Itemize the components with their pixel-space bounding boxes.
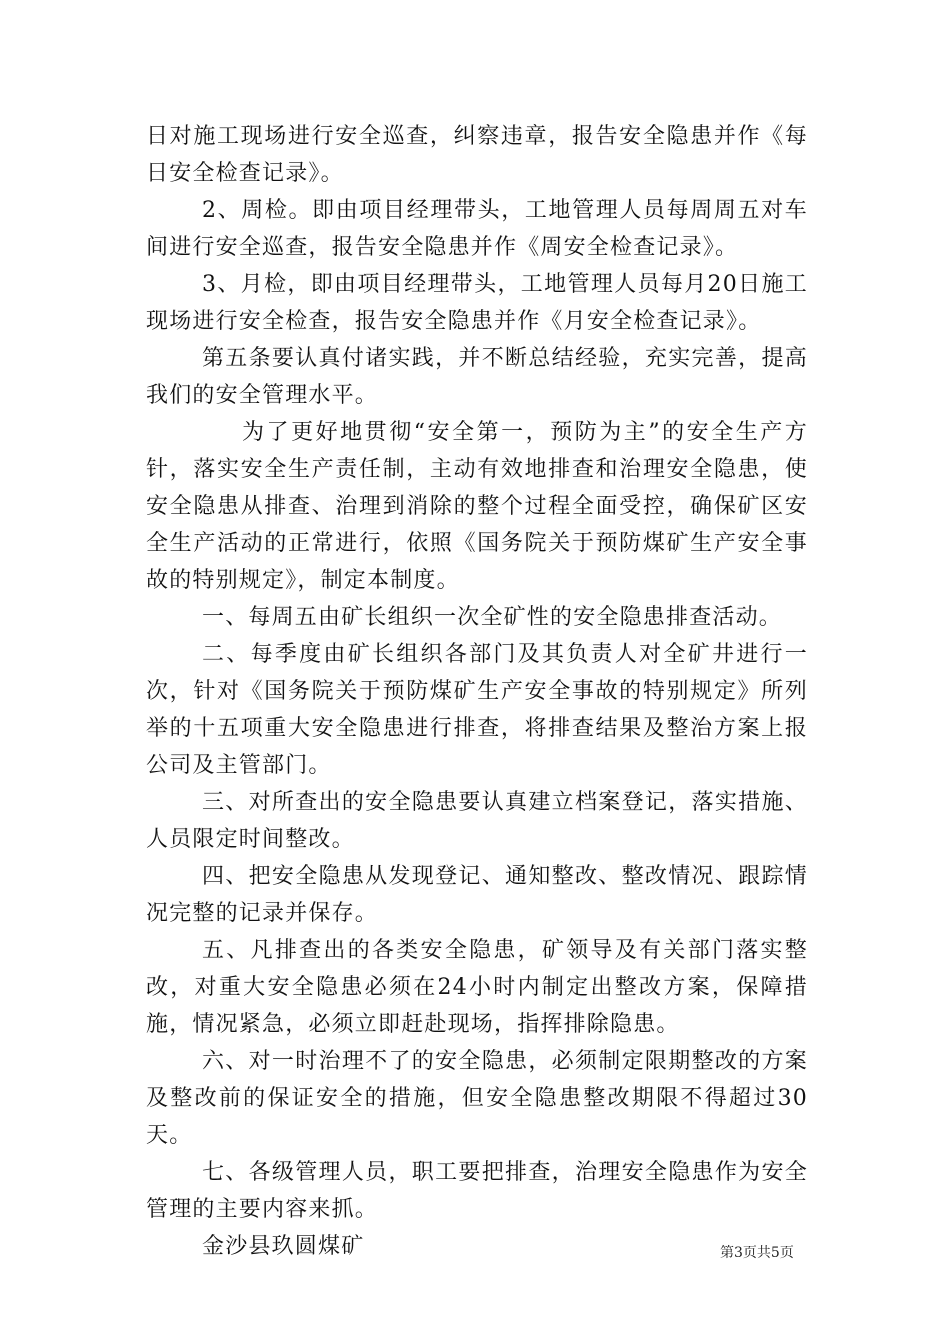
paragraph-monthly-check: 3、月检，即由项目经理带头，工地管理人员每月20日施工现场进行安全检查，报告安全隐患并作《月安全检查记录》。 <box>146 272 808 334</box>
signature-organization: 金沙县玖圆煤矿 <box>202 1234 365 1259</box>
paragraph-item-two: 二、每季度由矿长组织各部门及其负责人对全矿井进行一次，针对《国务院关于预防煤矿生产安全事故的特别规定》所列举的十五项重大安全隐患进行排查，将排查结果及整治方案上报公司及主管部门。 <box>146 642 808 778</box>
paragraph-item-one: 一、每周五由矿长组织一次全矿性的安全隐患排查活动。 <box>202 605 783 630</box>
paragraph-article-five: 第五条要认真付诸实践，并不断总结经验，充实完善，提高我们的安全管理水平。 <box>146 346 808 408</box>
paragraph-item-four: 四、把安全隐患从发现登记、通知整改、整改情况、跟踪情况完整的记录并保存。 <box>146 864 808 926</box>
paragraph-item-seven: 七、各级管理人员，职工要把排查，治理安全隐患作为安全管理的主要内容来抓。 <box>146 1160 808 1222</box>
page-number-label: 第3页共5页 <box>720 1245 794 1261</box>
paragraph-daily-check-continuation: 日对施工现场进行安全巡查，纠察违章，报告安全隐患并作《每日安全检查记录》。 <box>146 124 808 186</box>
paragraph-item-five: 五、凡排查出的各类安全隐患，矿领导及有关部门落实整改，对重大安全隐患必须在24小时内制定出整改方案，保障措施，情况紧急，必须立即赶赴现场，指挥排除隐患。 <box>146 938 808 1037</box>
paragraph-preamble: 为了更好地贯彻“安全第一，预防为主”的安全生产方针，落实安全生产责任制，主动有效地排查和治理安全隐患，使安全隐患从排查、治理到消除的整个过程全面受控，确保矿区安全生产活动的正常进行，依照《国务院关于预防煤矿生产安全事故的特别规定》，制定本制度。 <box>146 420 808 593</box>
paragraph-item-three: 三、对所查出的安全隐患要认真建立档案登记，落实措施、人员限定时间整改。 <box>146 790 808 852</box>
paragraph-weekly-check: 2、周检。即由项目经理带头，工地管理人员每周周五对车间进行安全巡查，报告安全隐患并作《周安全检查记录》。 <box>146 198 808 260</box>
document-body <box>146 118 808 1265</box>
paragraph-item-six: 六、对一时治理不了的安全隐患，必须制定限期整改的方案及整改前的保证安全的措施，但安全隐患整改期限不得超过30天。 <box>146 1049 808 1148</box>
page-number-footer <box>720 1244 794 1262</box>
